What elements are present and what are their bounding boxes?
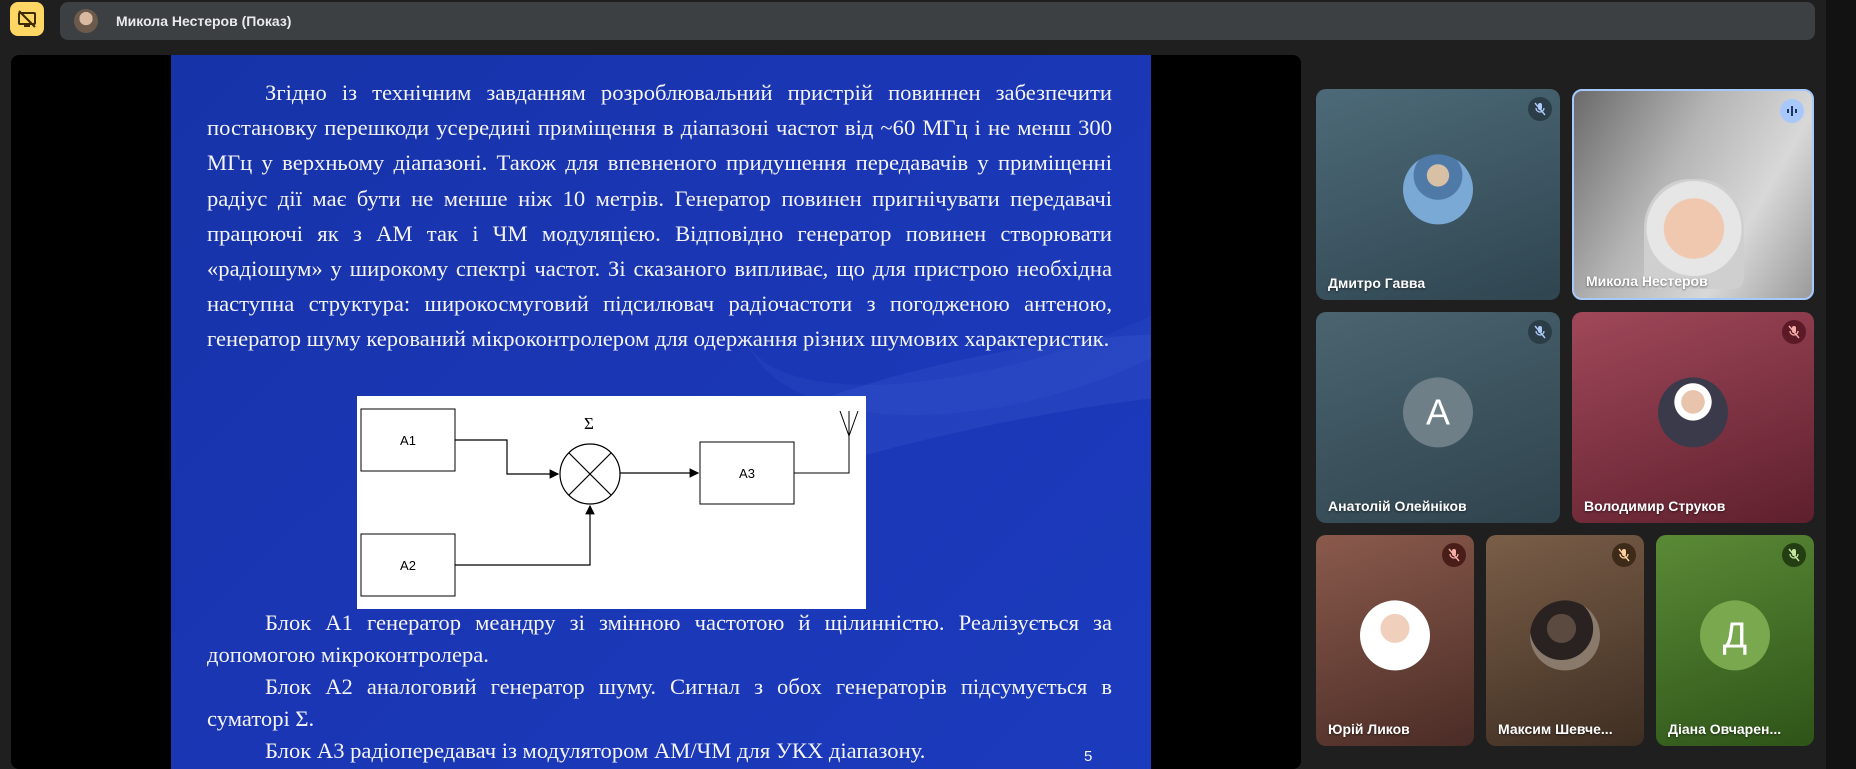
participant-tile-dmytro[interactable] bbox=[1316, 89, 1560, 300]
block-a2-label: А2 bbox=[400, 558, 416, 573]
block-a3-description: Блок А3 радіопередавач із модулятором АМ/ЧМ для УКХ діапазону. bbox=[265, 738, 926, 763]
participant-name: Дмитро Гавва bbox=[1328, 275, 1426, 291]
participant-tile-anatolii[interactable] bbox=[1316, 312, 1560, 523]
mic-muted-icon bbox=[1528, 97, 1552, 121]
slide-paragraph-intro: Згідно із технічним завданням розроблювальний пристрій повиннен забезпечити постановку перешкоди усередині приміщення в діапазоні частот від ~60 МГц і не менш 300 МГц у верхньому діапазоні. Також для впевненого придушення передавачів у приміщенні радіус дії має бути не менше ніж 10 метрів. Генератор повинен пригнічувати передавачі працюючі як з АМ так і ЧМ модуляцією. Відповідно генератор повинен створювати «радіошум» у широкому спектрі частот. Зі сказаного випливає, що для пристрою необхідна наступна структура: широкосмуговий підсилювач радіочастоти з погодженою антеною, генератор шуму керований мікроконтролером для одержання різних шумових характеристик. bbox=[207, 80, 1112, 352]
participant-name: Микола Нестеров bbox=[1586, 273, 1708, 289]
presenter-name: Микола Нестеров (Показ) bbox=[116, 13, 292, 29]
participant-name: Юрій Ликов bbox=[1328, 721, 1410, 737]
summator-label: Σ bbox=[584, 414, 594, 433]
presentation-banner[interactable] bbox=[60, 2, 1815, 40]
block-a2-description: Блок А2 аналоговий генератор шуму. Сигнал з обох генераторів підсумується в суматорі Σ. bbox=[207, 674, 1112, 731]
block-a3-label: А3 bbox=[739, 466, 755, 481]
participant-tile-maksym[interactable] bbox=[1486, 535, 1644, 746]
speaking-indicator-icon bbox=[1780, 99, 1804, 123]
participant-avatar bbox=[1360, 600, 1430, 670]
slide bbox=[171, 55, 1151, 769]
mic-muted-icon bbox=[1442, 543, 1466, 567]
block-diagram bbox=[357, 396, 866, 609]
participant-name: Максим Шевче... bbox=[1498, 721, 1613, 737]
block-diagram-svg bbox=[357, 396, 866, 609]
participant-tile-volodymyr[interactable] bbox=[1572, 312, 1814, 523]
participant-avatar bbox=[1658, 377, 1728, 447]
stop-presenting-icon bbox=[17, 9, 37, 29]
participant-avatar bbox=[1530, 600, 1600, 670]
right-scrollbar[interactable] bbox=[1826, 0, 1856, 769]
participant-avatar: A bbox=[1403, 377, 1473, 447]
slide-block-descriptions bbox=[207, 607, 1112, 767]
mic-muted-icon bbox=[1612, 543, 1636, 567]
slide-page-number: 5 bbox=[1084, 748, 1093, 765]
mic-muted-icon bbox=[1782, 543, 1806, 567]
participant-name: Анатолій Олейніков bbox=[1328, 498, 1467, 514]
block-a1-description: Блок А1 генератор меандру зі змінною частотою й щілинністю. Реалізується за допомогою мікроконтролера. bbox=[207, 610, 1112, 667]
participant-tile-diana[interactable] bbox=[1656, 535, 1814, 746]
participant-tile-mykola[interactable] bbox=[1572, 89, 1814, 300]
participant-name: Володимир Струков bbox=[1584, 498, 1726, 514]
participant-avatar: Д bbox=[1700, 600, 1770, 670]
participant-name: Діана Овчарен... bbox=[1668, 721, 1782, 737]
presenter-avatar bbox=[74, 9, 98, 33]
block-a1-label: А1 bbox=[400, 433, 416, 448]
mic-muted-icon bbox=[1782, 320, 1806, 344]
stop-presenting-button[interactable] bbox=[10, 2, 44, 36]
top-bar bbox=[0, 0, 1856, 46]
presentation-stage bbox=[11, 55, 1301, 769]
mic-muted-icon bbox=[1528, 320, 1552, 344]
participant-tile-yurii[interactable] bbox=[1316, 535, 1474, 746]
participant-avatar bbox=[1403, 154, 1473, 224]
